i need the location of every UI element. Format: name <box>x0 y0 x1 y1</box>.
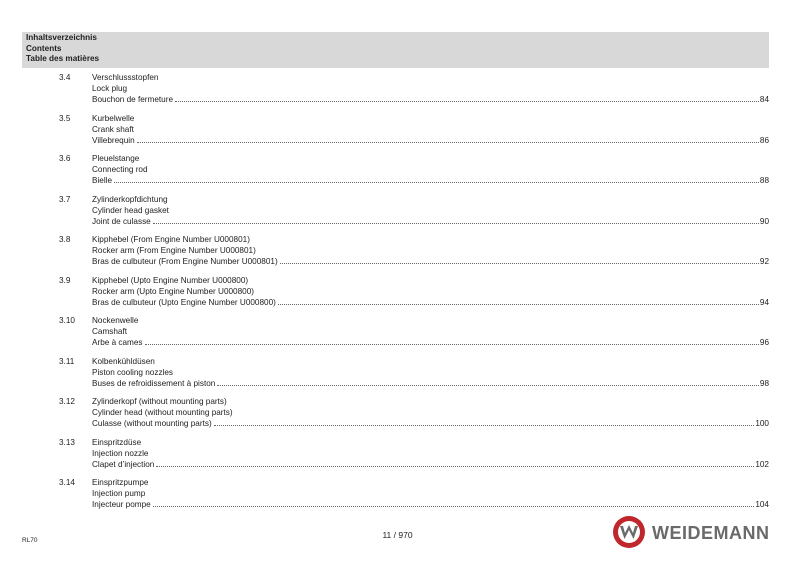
section-title-en: Piston cooling nozzles <box>92 367 174 377</box>
section-title-de: Zylinderkopf (without mounting parts) <box>92 397 227 406</box>
section-title-de: Kipphebel (Upto Engine Number U000800) <box>92 275 249 285</box>
section-titles <box>92 194 769 227</box>
section-titles <box>92 356 769 389</box>
section-title-fr-row <box>92 418 769 429</box>
page-number-link[interactable]: 98 <box>759 378 769 388</box>
section-title-fr: Culasse (without mounting parts) <box>92 419 212 428</box>
section-title-fr-row <box>92 297 769 308</box>
header-title-de: Inhaltsverzeichnis <box>26 33 97 42</box>
page-number-link[interactable]: 96 <box>759 338 769 347</box>
toc-entry[interactable] <box>22 356 769 397</box>
toc-entry[interactable] <box>22 275 769 316</box>
section-title-fr: Joint de culasse <box>92 216 151 226</box>
section-title-fr-row <box>92 135 769 146</box>
section-title-fr-row <box>92 94 769 105</box>
section-number: 3.8 <box>59 235 71 244</box>
toc-entry[interactable] <box>22 194 769 235</box>
toc-entry[interactable] <box>22 477 769 518</box>
section-title-de: Kolbenkühldüsen <box>92 356 155 366</box>
header-title-en: Contents <box>26 43 62 53</box>
toc-entry[interactable] <box>22 315 769 356</box>
section-title-fr-row <box>92 337 769 348</box>
toc-list <box>22 72 769 518</box>
brand-name: WEIDEMANN <box>652 523 770 543</box>
section-title-de: Nockenwelle <box>92 316 139 325</box>
section-title-fr: Bras de culbuteur (Upto Engine Number U000800) <box>92 297 276 307</box>
section-title-en: Rocker arm (From Engine Number U000801) <box>92 246 256 255</box>
page-number-link[interactable]: 86 <box>759 135 769 145</box>
section-number: 3.13 <box>59 437 75 447</box>
header-title-fr: Table des matières <box>26 54 100 63</box>
section-title-fr: Arbe à cames <box>92 338 143 347</box>
section-number: 3.12 <box>59 397 75 406</box>
section-title-fr-row <box>92 459 769 470</box>
section-title-fr-row <box>92 499 769 510</box>
section-number: 3.6 <box>59 154 71 163</box>
section-titles <box>92 153 769 186</box>
section-title-en: Crank shaft <box>92 124 134 134</box>
brand-logo <box>612 515 772 549</box>
page-indicator: 11 / 970 <box>382 530 413 540</box>
dot-leader <box>217 384 759 386</box>
section-title-en: Cylinder head gasket <box>92 205 169 215</box>
section-titles <box>92 315 769 348</box>
section-title-fr-row <box>92 378 769 389</box>
section-number: 3.9 <box>59 275 71 285</box>
section-title-fr: Villebrequin <box>92 135 135 145</box>
section-title-fr: Clapet d’injection <box>92 459 155 469</box>
section-title-en: Lock plug <box>92 84 128 93</box>
section-number: 3.10 <box>59 316 75 325</box>
section-titles <box>92 437 769 470</box>
section-title-fr: Bouchon de fermeture <box>92 95 174 104</box>
toc-entry[interactable] <box>22 72 769 113</box>
section-titles <box>92 234 769 267</box>
section-title-fr: Buses de refroidissement à piston <box>92 378 216 388</box>
section-title-de: Einspritzpumpe <box>92 478 149 487</box>
section-title-fr: Bielle <box>92 176 113 185</box>
section-number: 3.7 <box>59 194 71 204</box>
section-titles <box>92 275 769 308</box>
toc-header <box>22 32 769 68</box>
page-number-link[interactable]: 104 <box>755 500 769 509</box>
section-title-en: Injection pump <box>92 489 146 498</box>
section-title-de: Pleuelstange <box>92 154 140 163</box>
section-number: 3.14 <box>59 478 75 487</box>
document-code: RL70 <box>22 537 38 544</box>
toc-entry[interactable] <box>22 113 769 154</box>
dot-leader <box>114 181 759 183</box>
dot-leader <box>153 222 759 224</box>
page-number-link[interactable]: 88 <box>759 176 769 185</box>
section-number: 3.4 <box>59 73 71 82</box>
toc-entry[interactable] <box>22 437 769 478</box>
section-title-en: Injection nozzle <box>92 448 149 458</box>
weidemann-logo-icon <box>612 515 646 549</box>
dot-leader <box>175 100 759 102</box>
section-title-fr-row <box>92 256 769 267</box>
dot-leader <box>278 303 759 305</box>
section-title-fr: Bras de culbuteur (From Engine Number U000801) <box>92 257 278 266</box>
page-number-link[interactable]: 92 <box>759 257 769 266</box>
section-title-de: Kipphebel (From Engine Number U000801) <box>92 235 250 244</box>
section-title-fr-row <box>92 175 769 186</box>
dot-leader <box>280 262 759 264</box>
dot-leader <box>156 465 754 467</box>
dot-leader <box>137 141 759 143</box>
section-title-fr: Injecteur pompe <box>92 500 151 509</box>
page-number-link[interactable]: 94 <box>759 297 769 307</box>
toc-entry[interactable] <box>22 234 769 275</box>
section-titles <box>92 396 769 429</box>
section-title-de: Verschlussstopfen <box>92 73 159 82</box>
section-title-de: Kurbelwelle <box>92 113 135 123</box>
section-title-de: Zylinderkopfdichtung <box>92 194 168 204</box>
section-titles <box>92 72 769 105</box>
toc-entry[interactable] <box>22 153 769 194</box>
toc-entry[interactable] <box>22 396 769 437</box>
section-title-de: Einspritzdüse <box>92 437 142 447</box>
dot-leader <box>153 505 755 507</box>
section-titles <box>92 477 769 510</box>
section-title-en: Rocker arm (Upto Engine Number U000800) <box>92 286 255 296</box>
section-title-en: Cylinder head (without mounting parts) <box>92 408 233 417</box>
section-title-en: Connecting rod <box>92 165 148 174</box>
page-number-link[interactable]: 90 <box>759 216 769 226</box>
dot-leader <box>214 424 755 426</box>
page-number-link[interactable]: 102 <box>755 459 769 469</box>
section-title-fr-row <box>92 216 769 227</box>
section-titles <box>92 113 769 146</box>
section-title-en: Camshaft <box>92 327 128 336</box>
page-number-link[interactable]: 100 <box>755 419 769 428</box>
section-number: 3.11 <box>59 356 75 366</box>
dot-leader <box>145 343 759 345</box>
page-number-link[interactable]: 84 <box>759 95 769 104</box>
section-number: 3.5 <box>59 113 71 123</box>
